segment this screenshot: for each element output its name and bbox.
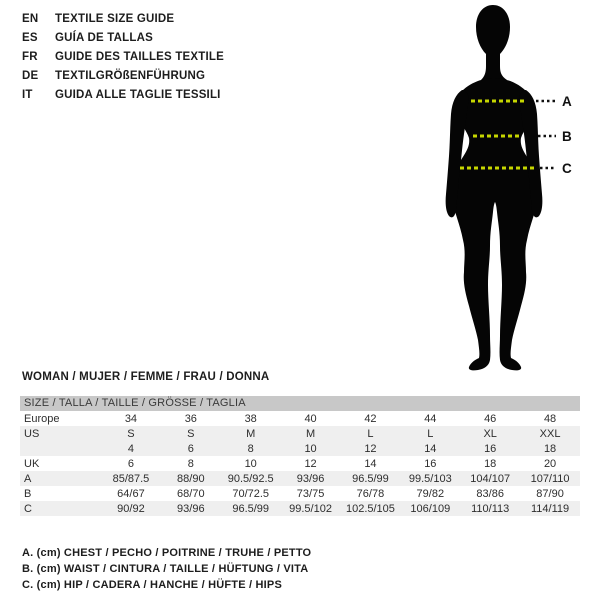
size-cell: 93/96 [177,502,205,515]
size-cell: L [427,427,434,440]
waist-label: B [562,129,572,144]
size-cell: 83/86 [476,487,504,500]
size-cell: 6 [127,457,134,470]
size-cell: 90/92 [117,502,145,515]
size-cell: 14 [424,442,437,455]
row-label [20,441,101,456]
size-cell: 96.5/99 [232,502,270,515]
size-cell: 70/72.5 [232,487,270,500]
size-cell: 73/75 [296,487,325,500]
size-cell: 8 [187,457,194,470]
size-cell: 40 [304,412,317,425]
size-cell: L [367,427,374,440]
language-code: FR [22,51,38,63]
size-cell: 16 [484,442,497,455]
size-cell: 88/90 [177,472,205,485]
size-cell: 8 [247,442,254,455]
row-label: A [24,472,32,485]
row-label: Europe [24,412,60,425]
chest-label: A [562,94,572,109]
woman-silhouette-head [476,5,510,80]
size-cell: 36 [184,412,197,425]
size-cell: 93/96 [296,472,325,485]
size-cell: 106/109 [410,502,451,515]
size-table-grid [20,411,580,516]
row-label: US [24,427,40,440]
language-code: EN [22,13,39,25]
size-cell: 99.5/102 [289,502,332,515]
language-title: TEXTILE SIZE GUIDE [55,13,175,25]
size-cell: 18 [543,442,557,455]
size-cell: 85/87.5 [112,472,150,485]
figure-area [390,0,600,390]
table-row [20,456,580,471]
size-cell: 12 [364,442,377,455]
size-cell: 110/113 [471,502,510,515]
size-cell: 96.5/99 [352,472,389,485]
size-cell: 38 [244,412,257,425]
language-title: TEXTILGRÖßENFÜHRUNG [55,70,206,82]
size-cell: 90.5/92.5 [227,472,274,485]
size-cell: S [187,427,195,440]
size-table [20,396,580,516]
size-cell: 64/67 [117,487,145,500]
language-code: IT [22,89,33,101]
size-cell: 10 [304,442,317,455]
size-cell: 20 [543,457,557,470]
language-row [22,86,224,105]
language-list [22,10,224,105]
legend-hip: C. (cm) HIP / CADERA / HANCHE / HÜFTE / HIPS [22,579,282,591]
language-code: DE [22,70,39,82]
language-row [22,29,224,48]
size-cell: 79/82 [416,487,445,500]
size-cell: XXL [539,427,561,440]
language-title: GUÍA DE TALLAS [55,32,153,44]
language-title: GUIDE DES TAILLES TEXTILE [55,51,224,63]
size-cell: 46 [484,412,497,425]
size-cell: 114/119 [530,502,570,515]
row-label: B [24,487,32,500]
language-code: ES [22,32,38,44]
table-row [20,411,580,426]
size-cell: XL [483,427,497,440]
size-cell: 6 [187,442,194,455]
size-cell: 48 [543,412,557,425]
size-cell: 44 [424,412,437,425]
size-cell: M [305,427,316,440]
size-cell: 16 [424,457,437,470]
size-cell: 42 [364,412,377,425]
hip-label: C [562,161,572,176]
language-title: GUIDA ALLE TAGLIE TESSILI [55,89,221,101]
language-row [22,48,224,67]
table-row [20,486,580,501]
size-cell: 12 [304,457,317,470]
size-table-header: SIZE / TALLA / TAILLE / GRÖSSE / TAGLIA [20,396,580,411]
table-row [20,501,580,516]
size-cell: M [246,427,256,440]
table-row [20,441,580,456]
size-cell: 10 [244,457,257,470]
language-row [22,67,224,86]
size-cell: S [127,427,135,440]
table-row [20,471,580,486]
legend-chest: A. (cm) CHEST / PECHO / POITRINE / TRUHE / PETTO [22,547,312,559]
size-cell: 68/70 [177,487,205,500]
table-row [20,426,580,441]
size-cell: 87/90 [536,487,564,500]
row-label: C [24,502,32,515]
legend-waist: B. (cm) WAIST / CINTURA / TAILLE / HÜFTUNG / VITA [22,563,309,575]
size-cell: 104/107 [470,472,511,485]
size-cell: 99.5/103 [408,472,452,485]
size-cell: 102.5/105 [345,502,395,515]
measurement-legend [22,545,311,593]
size-cell: 14 [364,457,377,470]
size-cell: 34 [124,412,138,425]
size-cell: 107/110 [530,472,570,485]
language-row [22,10,224,29]
size-cell: 76/78 [356,487,385,500]
row-label: UK [24,457,40,470]
size-cell: 4 [127,442,134,455]
section-title: WOMAN / MUJER / FEMME / FRAU / DONNA [22,371,270,383]
size-cell: 18 [484,457,497,470]
woman-silhouette-figure [390,0,600,390]
size-table-body [20,411,580,516]
